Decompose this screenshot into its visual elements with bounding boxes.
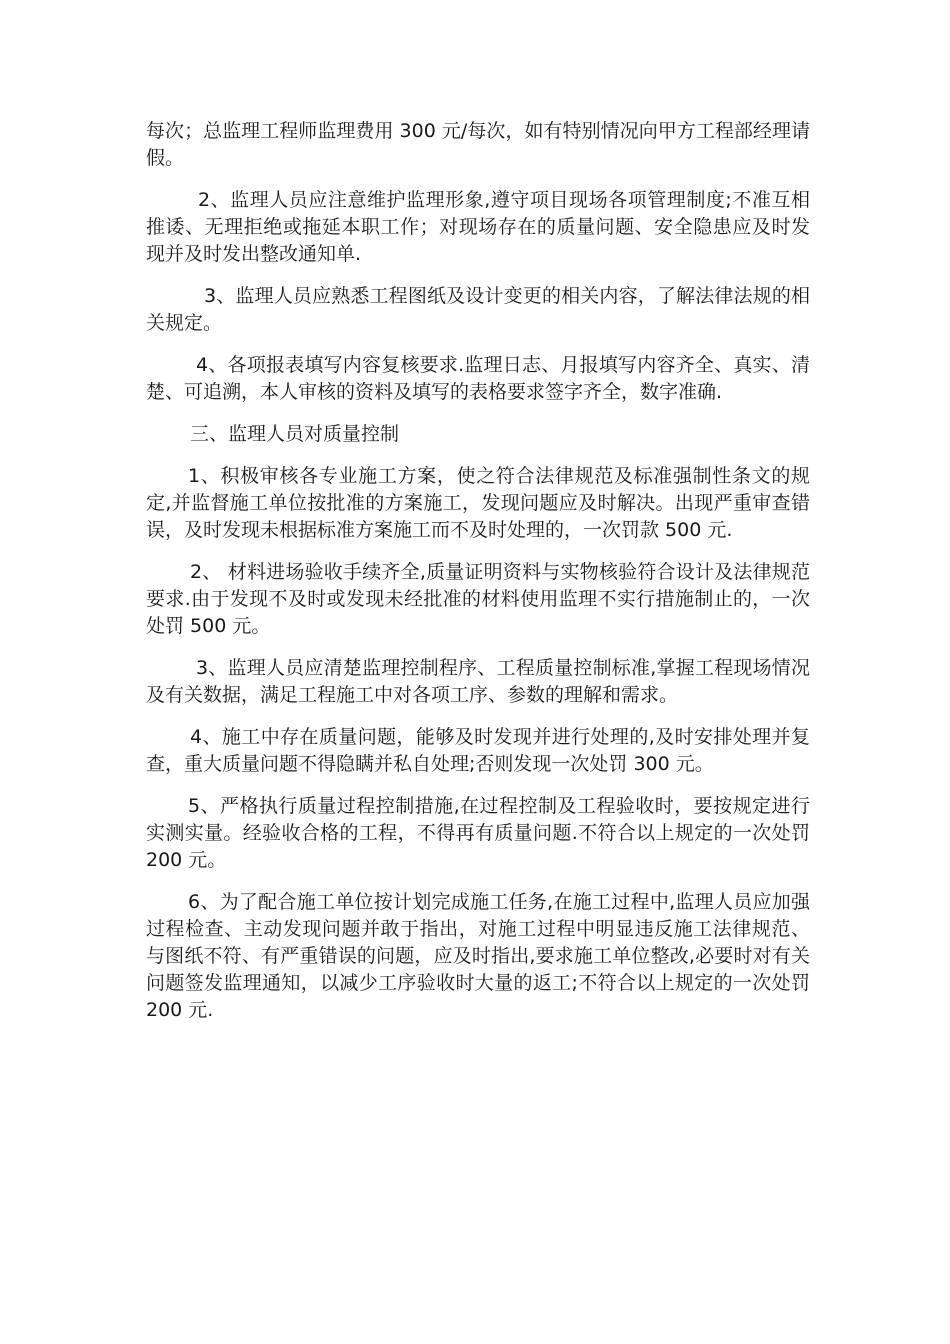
document-body — [146, 118, 817, 1039]
paragraph-quality-5: 5、严格执行质量过程控制措施,在过程控制及工程验收时，要按规定进行实测实量。经验收合格的工程，不得再有质量问题.不符合以上规定的一次处罚 200 元。 — [146, 795, 817, 871]
paragraph-item-2: 2、监理人员应注意维护监理形象,遵守项目现场各项管理制度;不准互相推诿、无理拒绝或拖延本职工作；对现场存在的质量问题、安全隐患应及时发现并及时发出整改通知单. — [146, 189, 810, 265]
paragraph-quality-2: 2、 材料进场验收手续齐全,质量证明资料与实物核验符合设计及法律规范要求.由于发现不及时或发现未经批准的材料使用监理不实行措施制止的，一次处罚 500 元。 — [146, 561, 810, 637]
paragraph-item-4: 4、各项报表填写内容复核要求.监理日志、月报填写内容齐全、真实、清楚、可追溯，本人审核的资料及填写的表格要求签字齐全，数字准确. — [146, 354, 810, 403]
section-heading-quality-control: 三、监理人员对质量控制 — [190, 423, 400, 445]
paragraph-item-3: 3、监理人员应熟悉工程图纸及设计变更的相关内容，了解法律法规的相关规定。 — [146, 285, 810, 334]
paragraph-quality-3: 3、监理人员应清楚监理控制程序、工程质量控制标准,掌握工程现场情况及有关数据，满足工程施工中对各项工序、参数的理解和需求。 — [146, 657, 810, 706]
paragraph-continuation: 每次；总监理工程师监理费用 300 元/每次，如有特别情况向甲方工程部经理请假。 — [146, 120, 810, 169]
paragraph-quality-4: 4、施工中存在质量问题，能够及时发现并进行处理的,及时安排处理并复查，重大质量问题不得隐瞒并私自处理;否则发现一次处罚 300 元。 — [146, 726, 810, 775]
paragraph-quality-1: 1、积极审核各专业施工方案，使之符合法律规范及标准强制性条文的规定,并监督施工单位按批准的方案施工，发现问题应及时解决。出现严重审查错误，及时发现未根据标准方案施工而不及时处理的，一次罚款 500 元. — [146, 465, 810, 541]
paragraph-quality-6: 6、为了配合施工单位按计划完成施工任务,在施工过程中,监理人员应加强过程检查、主动发现问题并敢于指出，对施工过程中明显违反施工法律规范、与图纸不符、有严重错误的问题，应及时指出,要求施工单位整改,必要时对有关问题签发监理通知，以减少工序验收时大量的返工;不符合以上规定的一次处罚 200 元. — [146, 891, 817, 1021]
